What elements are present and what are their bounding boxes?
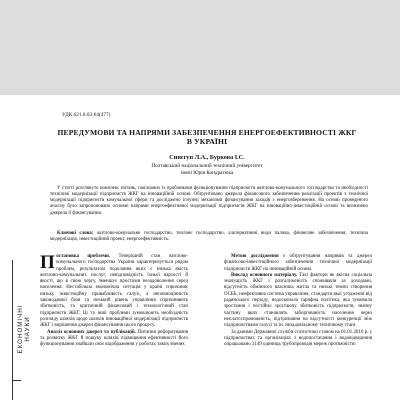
author-affiliation (44, 163, 370, 177)
main-material-label: Виклад основного матеріалу. (231, 272, 298, 278)
affiliation-line-2: імені Юрія Кондратюка (180, 169, 234, 176)
keywords-text: житлово-комунальне господарство, тепловє господарство, альтернативні види палива, фінансове забезпечення, технічна модернізація, інвестиційний проект, енергоефективність. (50, 231, 368, 243)
journal-section-label: ЕКОНОМІЧНІ НАУКИ (17, 304, 31, 354)
margin-rule (12, 260, 13, 400)
research-goal-label: Метою дослідження (231, 254, 279, 259)
title-line-1: ПЕРЕДУМОВИ ТА НАПРЯМИ ЗАБЕЗПЕЧЕННЯ ЕНЕРГОЕФЕКТИВНОСТІ ЖКГ (57, 128, 357, 137)
keywords (50, 231, 368, 243)
drop-cap: П (40, 252, 55, 273)
literature-review-label: Аналіз основних джерел та публікацій. (47, 329, 136, 335)
left-column (40, 254, 188, 348)
abstract: У статті розглянуто комплекс питань, пов'язаних із проблемами функціонування підприємств житлово-комунального господарства та необхідності технічної модернізації підприємств ЖКГ на інноваційній основі. Обґрунтовано джерела фінансового забезпечення реалізації проектів з технічної модернізації підприємств комунальної сфери та досліджено існуючі механізми фінансування заходів з енергозбереження. На основі проведеного аналізу було запропоновано основні напрями енергоефективної модернізації підприємств ЖКГ на інноваційно-інвестиційній основі та визначено джерела її фінансування. (50, 186, 368, 216)
problem-statement-label: остановка проблеми. (56, 254, 111, 259)
title-line-2: В УКРАЇНІ (186, 137, 228, 147)
research-goal-text: є обґрунтування напрямів та джерел фінансово-інвестиційного забезпечення технічної модернізації підприємств ЖКГ на інноваційній основі. (224, 254, 372, 272)
udk-code: УДК 621.8.03:64(477) (62, 112, 111, 118)
article-authors: Синєгуп Л.А., Буркова І.С. (169, 154, 245, 161)
problem-statement-text: Теперішній стан житлово-комунального господарства України характеризується рядом проблем, результатом подолання яких є низька якість житлово-комунальних послуг, невідповідність їхньої вартості й якості, що в свою чергу, зменшує простими незадоволення серед населення. Нестабільна економічна ситуація у країні спричиняє низьку інвестиційну привабливість галузі, а неповноцінність законодавчої бази та низький рівень управління спричиняють збитковість, та критичний фінансовий і технологічний стан підприємств ЖКГ. Ці та інші проблеми зумовлюють необхідність розгляду шляхів щодо шляхів інноваційної модернізації підприємств ЖКГ і вирішення джерел фінансування цього процесу. (40, 254, 189, 329)
main-material-text: Такі фактори як якісна соціальна значущість ЖКГ і розгалуженість споживачів за доходами, відсутність обмінного власника житла та низькі темпи створення ОСББ, неефективна система управління, стандарти якої угодженні від радянського періоду, недосконала тарифна політика, яка зумовила зростання і постійно зростаючу збитковість підприємств, значну частину яких становлять заборгованість населення через неплатоспроможність, підтримання на відсутності конкуренції між підприємствами галузі та ін. незадовільному технічному стані. (224, 272, 372, 329)
literature-review (40, 330, 188, 349)
keywords-label: Ключові слова: (57, 231, 94, 236)
research-goal (224, 254, 372, 273)
header-band (0, 0, 400, 95)
main-material (224, 273, 372, 330)
margin-tick (12, 380, 21, 381)
statistics-paragraph: За даними Державної служби статистики станом на 01.01.2016 р. у підприємствах та організаціях з водопостачання і водовідведення опрацьовано 3149 одиниць трубопроводів мереж протяжністю (224, 329, 372, 348)
affiliation-line-1: Полтавський національний технічний університет (151, 163, 263, 169)
right-column (224, 254, 372, 348)
problem-statement (40, 254, 188, 330)
literature-review-text: Питання реформування та розвитку ЖКГ й пошуку шляхів підвищення ефективності його функціонування знайшли своє відображення у роботах таких вчених (40, 329, 188, 348)
article-title (44, 128, 370, 146)
